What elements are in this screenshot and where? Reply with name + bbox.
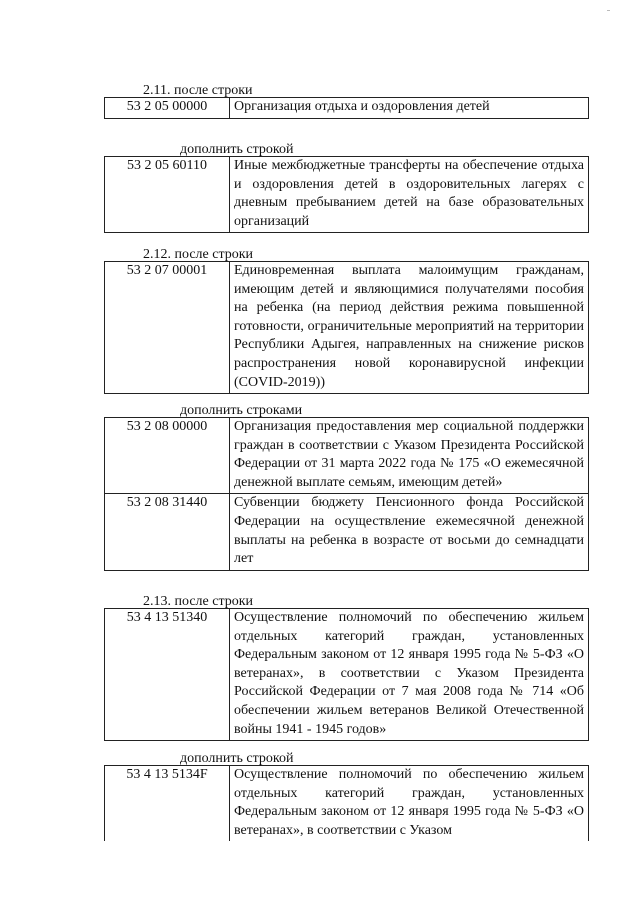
budget-code: 53 2 05 60110 <box>105 157 230 233</box>
budget-code: 53 2 08 31440 <box>105 494 230 570</box>
table-row <box>105 494 589 570</box>
budget-code: 53 4 13 5134F <box>105 766 230 842</box>
budget-code: 53 2 08 00000 <box>105 418 230 494</box>
budget-description: Организация отдыха и оздоровления детей <box>230 98 589 119</box>
table-row <box>105 262 589 394</box>
budget-description: Организация предоставления мер социальной поддержки граждан в соответствии с Указом Президента Российской Федерации от 31 марта 2022 года № 175 «О ежемесячной денежной выплате семьям, имеющим детей» <box>230 418 589 494</box>
table-row <box>105 157 589 233</box>
section-heading: дополнить строкой <box>180 751 294 766</box>
scan-mark <box>607 10 610 11</box>
table-row <box>105 418 589 494</box>
budget-code: 53 2 05 00000 <box>105 98 230 119</box>
code-table <box>104 156 589 233</box>
budget-code: 53 2 07 00001 <box>105 262 230 394</box>
table-row <box>105 766 589 842</box>
budget-description: Осуществление полномочий по обеспечению жильем отдельных категорий граждан, установленных Федеральным законом от 12 января 1995 года № 5-ФЗ «О ветеранах», в соответствии с Указом Президента Российской Федерации от 7 мая 2008 года № 714 «Об обеспечении жильем ветеранов Великой Отечественной войны 1941 - 1945 годов» <box>230 609 589 741</box>
budget-code: 53 4 13 51340 <box>105 609 230 741</box>
budget-description: Иные межбюджетные трансферты на обеспечение отдыха и оздоровления детей в оздоровительных лагерях с дневным пребыванием детей на базе образовательных организаций <box>230 157 589 233</box>
code-table <box>104 608 589 741</box>
budget-description: Осуществление полномочий по обеспечению жильем отдельных категорий граждан, установленных Федеральным законом от 12 января 1995 года № 5-ФЗ «О ветеранах», в соответствии с Указом <box>230 766 589 842</box>
budget-description: Единовременная выплата малоимущим гражданам, имеющим детей и являющимися получателями пособия на ребенка (на период действия режима повышенной готовности, ограничительные мероприятий на территории Республики Адыгея, направленных на снижение рисков распространения новой коронавирусной инфекции (COVID-2019)) <box>230 262 589 394</box>
section-heading: дополнить строкой <box>180 142 294 157</box>
code-table <box>104 417 589 571</box>
section-heading: 2.12. после строки <box>143 247 254 262</box>
code-table <box>104 261 589 394</box>
section-heading: 2.11. после строки <box>143 83 253 98</box>
table-row <box>105 98 589 119</box>
code-table <box>104 97 589 119</box>
budget-description: Субвенции бюджету Пенсионного фонда Российской Федерации на осуществление ежемесячной денежной выплаты на ребенка в возрасте от восьми до семнадцати лет <box>230 494 589 570</box>
table-row <box>105 609 589 741</box>
section-heading: 2.13. после строки <box>143 594 254 609</box>
section-heading: дополнить строками <box>180 403 303 418</box>
code-table <box>104 765 589 841</box>
